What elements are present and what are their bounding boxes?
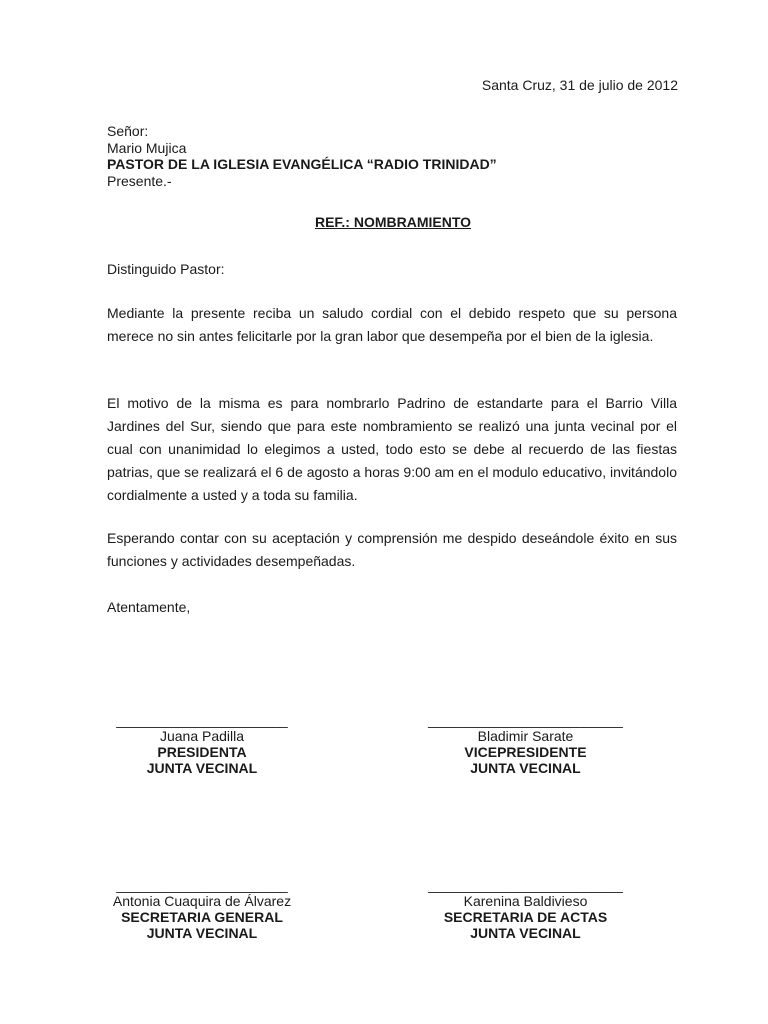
signature-block-vicepresidente bbox=[418, 712, 633, 776]
recipient-title: PASTOR DE LA IGLESIA EVANGÉLICA “RADIO TRINIDAD” bbox=[107, 156, 497, 172]
recipient-salutation: Señor: bbox=[107, 123, 149, 139]
letter-date: Santa Cruz, 31 de julio de 2012 bbox=[481, 77, 678, 93]
signer-role: VICEPRESIDENTE bbox=[464, 744, 587, 760]
signature-block-secretaria-actas bbox=[418, 877, 633, 941]
signer-org: JUNTA VECINAL bbox=[146, 925, 258, 941]
signer-org: JUNTA VECINAL bbox=[146, 760, 258, 776]
signature-line: _________________________ bbox=[428, 877, 623, 893]
closing: Atentamente, bbox=[107, 599, 191, 615]
signature-line: ______________________ bbox=[116, 712, 288, 728]
recipient-name: Mario Mujica bbox=[107, 140, 187, 156]
greeting: Distinguido Pastor: bbox=[107, 261, 225, 277]
body-paragraph-3: Esperando contar con su aceptación y comprensión me despido deseándole éxito en sus funciones y actividades desempeñadas. bbox=[107, 530, 677, 569]
body-paragraph-1: Mediante la presente reciba un saludo cordial con el debido respeto que su persona merece no sin antes felicitarle por la gran labor que desempeña por el bien de la iglesia. bbox=[107, 305, 677, 344]
signer-role: PRESIDENTA bbox=[157, 744, 247, 760]
signature-block-presidenta bbox=[107, 712, 297, 776]
signature-line: _________________________ bbox=[428, 712, 623, 728]
body-paragraph-2: El motivo de la misma es para nombrarlo Padrino de estandarte para el Barrio Villa Jardines del Sur, siendo que para este nombramiento se realizó una junta vecinal por el cual con unanimidad lo elegimos a usted, todo esto se debe al recuerdo de las fiestas patrias, que se realizará el 6 de agosto a horas 9:00 am en el modulo educativo, invitándolo cordialmente a usted y a toda su familia. bbox=[107, 395, 677, 503]
reference-line: REF.: NOMBRAMIENTO bbox=[314, 214, 472, 230]
signer-name: Karenina Baldivieso bbox=[463, 893, 588, 909]
signer-name: Bladimir Sarate bbox=[477, 728, 574, 744]
signer-org: JUNTA VECINAL bbox=[470, 760, 581, 776]
signer-org: JUNTA VECINAL bbox=[470, 925, 581, 941]
signer-role: SECRETARIA DE ACTAS bbox=[443, 909, 608, 925]
recipient-presente: Presente.- bbox=[107, 173, 172, 189]
signer-name: Juana Padilla bbox=[159, 728, 245, 744]
signature-block-secretaria-general bbox=[107, 877, 297, 941]
signer-name: Antonia Cuaquira de Álvarez bbox=[112, 893, 292, 909]
signer-role: SECRETARIA GENERAL bbox=[121, 909, 283, 925]
signature-line: ______________________ bbox=[116, 877, 288, 893]
